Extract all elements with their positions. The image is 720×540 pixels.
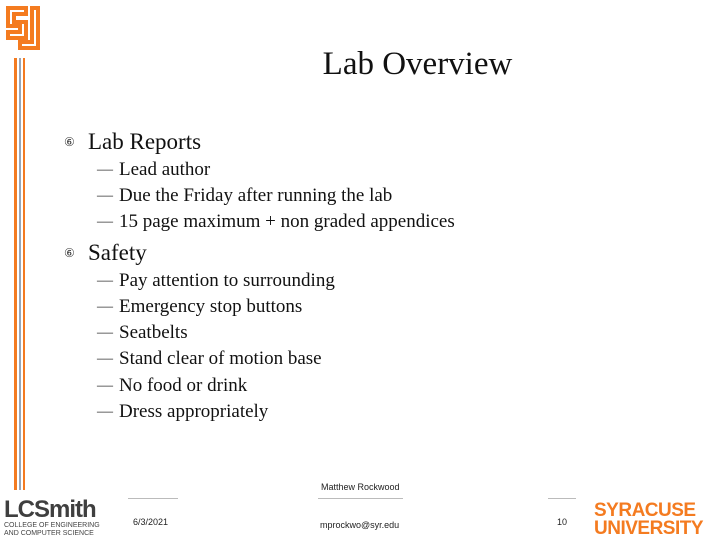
- lcsmith-wordmark: LCSmith: [4, 496, 96, 523]
- sub-bullet-text: Stand clear of motion base: [119, 348, 322, 369]
- sub-bullet-text: Due the Friday after running the lab: [119, 185, 393, 206]
- sub-bullet-text: No food or drink: [119, 375, 248, 396]
- sub-bullet: [97, 211, 455, 233]
- dash-icon: —: [97, 161, 113, 178]
- footer-author: Matthew Rockwood: [321, 482, 400, 492]
- left-stripe-gray: [19, 58, 21, 490]
- slide-title: Lab Overview: [322, 46, 513, 82]
- syracuse-university-logo: [594, 500, 718, 540]
- sub-bullet: [97, 401, 268, 423]
- dash-icon: —: [97, 187, 113, 204]
- sub-bullet: [97, 296, 302, 318]
- syracuse-wordmark: SYRACUSE: [594, 500, 696, 521]
- bullet-heading: Lab Reports: [88, 129, 202, 154]
- bullet-icon: ⑥: [64, 246, 75, 260]
- sub-bullet-text: Pay attention to surrounding: [119, 270, 335, 291]
- sub-bullet-text: Seatbelts: [119, 322, 188, 343]
- lcsmith-college-line2: AND COMPUTER SCIENCE: [4, 530, 94, 537]
- bullet-lab-reports: [64, 129, 201, 155]
- bullet-safety: [64, 240, 147, 266]
- left-stripe-orange-2: [23, 58, 25, 490]
- left-stripe-orange: [14, 58, 17, 490]
- dash-icon: —: [97, 213, 113, 230]
- lcsmith-college-line1: COLLEGE OF ENGINEERING: [4, 522, 100, 529]
- footer-email: mprockwo@syr.edu: [320, 520, 400, 530]
- bullet-heading: Safety: [88, 240, 147, 265]
- dash-icon: —: [97, 403, 113, 420]
- footer-divider: [548, 498, 576, 499]
- dash-icon: —: [97, 350, 113, 367]
- sub-bullet-text: Lead author: [119, 159, 211, 180]
- footer-date: 6/3/2021: [133, 517, 169, 527]
- university-wordmark: UNIVERSITY: [594, 518, 704, 539]
- sub-bullet: [97, 375, 247, 397]
- sub-bullet: [97, 270, 335, 292]
- footer-page-number: 10: [557, 517, 568, 527]
- sub-bullet: [97, 348, 322, 370]
- sub-bullet-text: Emergency stop buttons: [119, 296, 303, 317]
- sub-bullet: [97, 159, 210, 181]
- dash-icon: —: [97, 298, 113, 315]
- dash-icon: —: [97, 377, 113, 394]
- dash-icon: —: [97, 324, 113, 341]
- sub-bullet-text: 15 page maximum + non graded appendices: [119, 211, 455, 232]
- footer-divider: [128, 498, 178, 499]
- sub-bullet-text: Dress appropriately: [119, 401, 269, 422]
- bullet-icon: ⑥: [64, 135, 75, 149]
- footer-divider: [318, 498, 403, 499]
- sub-bullet: [97, 322, 188, 344]
- lcsmith-logo: [4, 496, 100, 540]
- sub-bullet: [97, 185, 392, 207]
- dash-icon: —: [97, 272, 113, 289]
